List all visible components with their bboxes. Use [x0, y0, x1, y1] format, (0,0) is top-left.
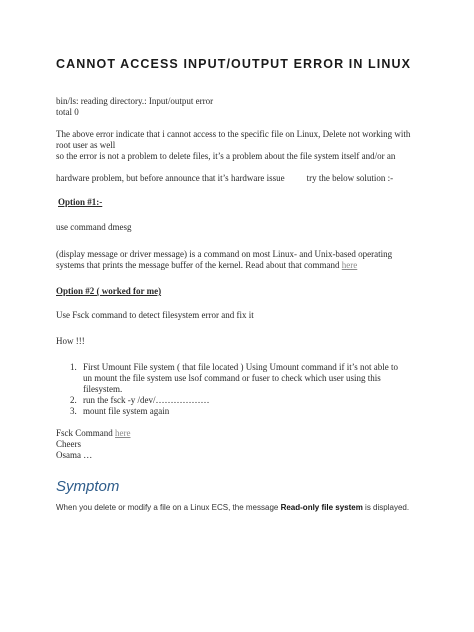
- step-text: mount file system again: [83, 406, 170, 416]
- step-number: 3.: [70, 406, 77, 416]
- intro-paragraph-2: so the error is not a problem to delete files, it’s a problem about the file system itself and/or an: [56, 151, 396, 161]
- step-number: 2.: [70, 395, 77, 405]
- symptom-paragraph: [56, 503, 436, 512]
- symptom-heading: Symptom: [56, 478, 120, 495]
- step-number: 1.: [70, 362, 77, 372]
- option1-here-link[interactable]: here: [341, 260, 358, 270]
- cheers-line: Cheers: [56, 439, 81, 449]
- error-line-1: bin/ls: reading directory.: Input/output error: [56, 96, 214, 106]
- intro-paragraph-3-tail: try the below solution :-: [306, 173, 394, 183]
- option2-heading: Option #2 ( worked for me): [56, 286, 162, 296]
- symptom-text-after: is displayed.: [362, 503, 410, 512]
- fsck-label: Fsck Command: [56, 428, 113, 438]
- option1-description: [56, 249, 418, 271]
- intro-paragraph-3: [56, 173, 418, 184]
- list-item: [56, 395, 406, 406]
- steps-list: [56, 362, 406, 417]
- intro-paragraph-3-text: hardware problem, but before announce that it’s hardware issue: [56, 173, 285, 183]
- error-line-2: total 0: [56, 107, 79, 117]
- symptom-text-before: When you delete or modify a file on a Linux ECS, the message: [56, 503, 281, 512]
- fsck-here-link[interactable]: here: [115, 428, 131, 438]
- option1-heading: Option #1:-: [58, 197, 103, 207]
- step-text: run the fsck -y /dev/………………: [83, 395, 210, 405]
- page-title: CANNOT ACCESS INPUT/OUTPUT ERROR IN LINUX: [56, 57, 412, 71]
- list-item: [56, 406, 406, 417]
- option1-command: use command dmesg: [56, 222, 132, 232]
- step-text: First Umount File system ( that file located ) Using Umount command if it’s not able to un mount the file system use lsof command or fuser to check which user using this filesystem.: [83, 362, 398, 394]
- fsck-command-line: [56, 428, 418, 439]
- symptom-text-bold: Read-only file system: [280, 503, 363, 512]
- option1-description-text: (display message or driver message) is a command on most Linux- and Unix-based operating systems that prints the message buffer of the kernel. Read about that command: [56, 249, 393, 270]
- intro-paragraph-1: The above error indicate that i cannot access to the specific file on Linux, Delete not working with root user as well: [56, 129, 411, 150]
- list-item: [56, 362, 406, 395]
- signature: Osama …: [56, 450, 93, 460]
- how-label: How !!!: [56, 336, 85, 346]
- option2-description: Use Fsck command to detect filesystem error and fix it: [56, 310, 254, 320]
